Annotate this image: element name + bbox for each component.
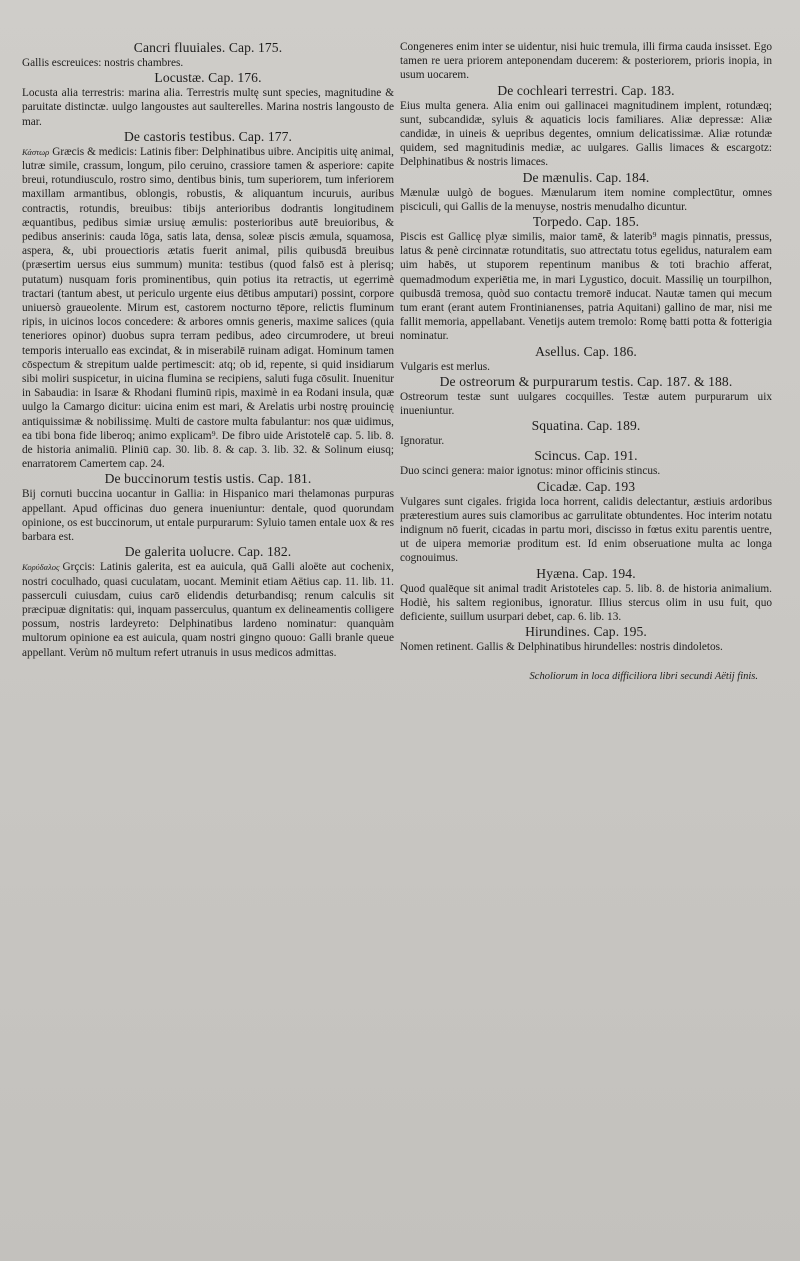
paragraph-text: Vulgares sunt cigales. frigida loca horrent, calidis delectantur, æstiuis ardoribus præterestium aures suis clamoribus ac garrulitate obtundentes. Hoc interim notatu indignum nō fuerit, cicadas in partu mori, discisso in fœtus exitu parentis uentre, ut de uipera memoriæ proditum est. Id enim obseruatione multa ac longa cognouimus. <box>400 495 772 565</box>
body-paragraph <box>22 487 394 544</box>
body-paragraph <box>400 186 772 214</box>
colophon: Scholiorum in loca difficiliora libri secundi Aëtij finis. <box>529 670 758 682</box>
section-heading: Cancri fluuiales. Cap. 175. <box>133 40 283 55</box>
section-heading: Hyæna. Cap. 194. <box>536 565 636 581</box>
section-heading: Torpedo. Cap. 185. <box>532 214 640 230</box>
section-heading: Squatina. Cap. 189. <box>531 418 641 434</box>
paragraph-text: Duo scinci genera: maior ignotus: minor officinis stincus. <box>400 465 661 478</box>
greek-margin-term: Κορύδαλος <box>22 562 60 573</box>
section-heading: De ostreorum & purpurarum testis. Cap. 187. & 188. <box>439 373 733 389</box>
body-paragraph <box>400 495 772 566</box>
body-paragraph <box>400 360 772 374</box>
paragraph-text: Gallis escreuices: nostris chambres. <box>22 57 184 69</box>
paragraph-text: Ostreorum testæ sunt uulgares cocquilles. Testæ autem purpurarum uix inueniuntur. <box>400 390 772 418</box>
body-paragraph <box>22 86 394 129</box>
section-heading: De buccinorum testis ustis. Cap. 181. <box>104 471 312 487</box>
paragraph-text: Quod qualēque sit animal tradit Aristoteles cap. 5. lib. 8. de historia animalium. Hodiè, his saltem regionibus, ignoratur. Illius stercus olim in usu fuit, quo deficiente, suillum usurpari debet, cap. 6. lib. 13. <box>400 582 772 624</box>
greek-margin-term: Κάστωρ <box>22 146 50 157</box>
paragraph-text: Græcis & medicis: Latinis fiber: Delphinatibus uibre. Ancipitis uitę animal, lutræ simile, crassum, longum, pilo ceruino, crassiore tamen & asperiore: capite breui, rotundiusculo, rostro simo, dentibus binis, tum superiorem, tum inferiorem maxillam armantibus, oblongis, robustis, & aliquantum incuruis, auribus contractis, rotundis, breuibus: tibijs anterioribus dodrantis longitudinem æquantibus, pedibus simiæ ursiuę æmulis: posterioribus autē breuioribus, & pedibus anserinis: cauda lōga, satis lata, densa, soleæ piscis æmula, squamosa, aspera, &, ubi prouectioris ætatis fuerit animal, pilis quibusdā breuibus (præsertim uersus eius summum) munita: testibus (quod falsō est à plerisq; putatum) nusquam foris prominentibus, quin potius ita retractis, ut egerrimè tractari (tantum abest, ut periculo urgente eius dētibus amputari) possint, corpore uniuersò graueolente. Mirum est, castorem nocturno tēpore, relictis fluminum ripis, in uicinos locos concedere: & arbores omnis generis, maxime salices (quia teneriores opinor) duobus supra terram pedibus, adeo circumrodere, ut breui temporis interuallo eas excindat, & in miserabilē ruinam adigat. Hominum tamen cōspectum & strepitum ualde pertimescit: atq; ob id, repente, si quid insidiarum sibi moliri suspicetur, in uicina flumina se recipiens, saluti fuga cōsulit. Inuenitur in Sabaudia: in Isaræ & Rhodani fluminū ripis, maximè in ea Rodani insula, quæ uulgo la Camargo dicitur: uicina enim est mari, & Arelatis urbi nostrę prouincię antiquissimæ & nobilissimę. Multi de castore multa fabulantur: nos quæ uidimus, ea tibi bona fide liberoq; animo explicam⁹. De fibro uide Aristotelē cap. 5. lib. 8. de historia animaliū. Pliniū cap. 30. lib. 8. & cap. 3. lib. 32. & Solinum eiusq; enarratorem Camertem cap. 24. <box>22 145 394 471</box>
paragraph-text: Piscis est Gallicę plyæ similis, maior tamē, & laterib⁹ magis pinnatis, pressus, latus & penè circinnatæ rotunditatis, suo attrectatu totus egelidus, naturalem eam uim habēs, ut stuporem repentinum manibus & toti brachio afferat, quemadmodum experiētia me, in mari Lygustico, docuit. Massilię un tourpilhon, quibusdā tremosa, quòd suo contactu tremorē inducat. Nautæ tamen qui mecum tum erant (erant autem Frontinianenses, patria Aquitani) gallino de mar, nisi me fallit memoria, appellabant. Venetijs autem tremolo: Romę batti potta & fotterigia nominatur. <box>400 231 772 343</box>
paragraph-text: Congeneres enim inter se uidentur, nisi huic tremula, illi firma cauda insisset. Ego tamen re uera priorem anteponendam ducerem: & posteriorem, prioris inopia, in usum uocarem. <box>400 41 772 82</box>
paragraph-text: Nomen retinent. Gallis & Delphinatibus hirundelles: nostris dindoletos. <box>400 641 723 654</box>
section-heading: Asellus. Cap. 186. <box>535 343 637 359</box>
section-heading: Scincus. Cap. 191. <box>534 448 638 464</box>
section-heading: De cochleari terrestri. Cap. 183. <box>497 82 675 98</box>
body-paragraph <box>400 40 772 83</box>
body-paragraph <box>400 464 772 478</box>
right-column <box>400 40 772 682</box>
body-paragraph <box>400 390 772 418</box>
body-paragraph <box>22 560 394 659</box>
body-paragraph <box>400 640 772 654</box>
body-paragraph <box>400 99 772 170</box>
section-heading: Hirundines. Cap. 195. <box>525 624 647 640</box>
paragraph-text: Locusta alia terrestris: marina alia. Terrestris multę sunt species, magnitudine & paruitate distinctæ. uulgo langoustes aut saulterelles. Marina nostris langousto de mar. <box>22 87 394 128</box>
section-heading: De castoris testibus. Cap. 177. <box>123 128 293 144</box>
left-column <box>22 40 394 660</box>
body-paragraph <box>22 145 394 472</box>
paragraph-text: Vulgaris est merlus. <box>400 360 490 373</box>
body-paragraph <box>22 56 394 70</box>
section-heading: Cicadæ. Cap. 193 <box>536 478 636 494</box>
body-paragraph <box>400 582 772 625</box>
body-paragraph <box>400 230 772 344</box>
body-paragraph <box>400 434 772 448</box>
paragraph-text: Bij cornuti buccina uocantur in Gallia: in Hispanico mari thelamonas purpuras appellant. Apud officinas duo genera inueniuntur: dentale, quod quorundam opinione, os est buccinorum, ut entale purpurarum: Syluio tamen entale uox & res barbara est. <box>22 488 394 544</box>
section-heading: De galerita uolucre. Cap. 182. <box>124 544 292 560</box>
section-heading: De mænulis. Cap. 184. <box>522 169 650 185</box>
paragraph-text: Ignoratur. <box>400 435 445 448</box>
section-heading: Locustæ. Cap. 176. <box>154 70 262 86</box>
paragraph-text: Eius multa genera. Alia enim oui gallinacei magnitudinem implent, rotundæq; sunt, subcandidæ, syluis & aquaticis locis familiares. Aliæ depressæ: Aliæ candidæ, in uineis & uepribus degentes, omnium delicatissimæ. Aliæ rotundæ quidem, sed magnitudinis mediæ, ac uulgares. Gallis limaces & escargotz: Delphinatibus & nostris limaces. <box>400 99 772 169</box>
paragraph-text: Mænulæ uulgò de bogues. Mænularum item nomine complectūtur, omnes pisciculi, qui Gallis de la menuyse, nostris menudalho dicuntur. <box>400 186 772 213</box>
paragraph-text: Grçcis: Latinis galerita, est ea auicula, quā Galli aloëte aut cochenix, nostri coculhado, quasi cuculatam, uocant. Meminit etiam Aëtius cap. 11. lib. 11. passerculi cuiusdam, cuius carō elidendis deturbandisq; renum calculis sit præcipuæ dignitatis: qui, inquam passerculus, quantum ex delineamentis colligere possum, nostris lardeyreto: Delphinatibus lardeno nominatur: quanquàm multorum opinione ea est auicula, quam nostri gingno quouo: Galli branle queue appellant. Verùm nō multum refert utranuis in usus medicos admittas. <box>22 561 394 659</box>
